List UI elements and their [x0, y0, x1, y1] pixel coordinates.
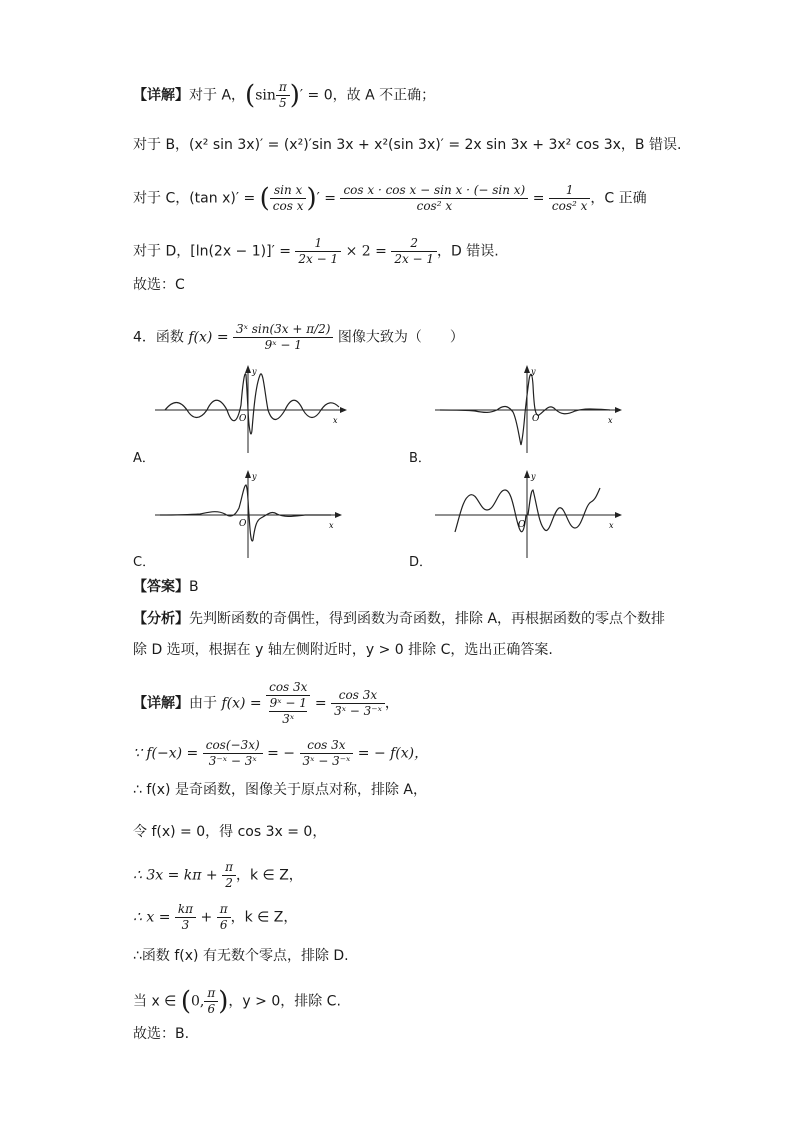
detail-tag-2: 【详解】 — [133, 695, 189, 712]
line-d-mid: × 2 = — [345, 243, 387, 260]
d6-prefix: ∴ x = — [133, 909, 171, 926]
detail2-line-4: 令 f(x) = 0，得 cos 3x = 0， — [133, 824, 327, 840]
detail-line-d — [133, 236, 499, 267]
graph-b-origin: O — [532, 414, 540, 424]
d8-prefix: 当 x ∈ — [133, 993, 177, 1010]
detail2-line-7: ∴函数 f(x) 有无数个零点，排除 D. — [133, 948, 349, 964]
d6-frac2: $\frac{\pi}{6}$ — [217, 902, 231, 933]
graph-c-origin: O — [239, 519, 247, 529]
line-d-suffix: ，D 错误. — [437, 243, 499, 260]
d1-frac2: $\frac{\cos 3x}{\text{3ˣ − 3⁻ˣ}}$ — [331, 688, 385, 719]
question-4 — [133, 322, 464, 353]
line-d-prefix: 对于 D，[ln(2x − 1)]′ = — [133, 243, 291, 260]
answer-line-1: 故选：C — [133, 277, 185, 293]
line-a-frac: $\frac{\pi}{5}$ — [276, 80, 290, 111]
analysis-text-1: 先判断函数的奇偶性，得到函数为奇函数，排除 A，再根据函数的零点个数排 — [189, 611, 666, 627]
detail2-line-3: ∴ f(x) 是奇函数，图像关于原点对称，排除 A， — [133, 782, 427, 798]
analysis-line-2: 除 D 选项，根据在 y 轴左侧附近时，y > 0 排除 C，选出正确答案. — [133, 642, 553, 658]
detail-line-c: 对于 C，(tan x)′ = ( $\frac{\text{sin x}}{\text{cos x}}$ )′ = $\frac{\text{cos x · cos x − sin x · (− sin x)}}{\text{cos² x}}$ = $\frac{1}{\text{cos² x}}$ ，C 正确 — [133, 183, 647, 214]
d5-frac: $\frac{\pi}{2}$ — [222, 860, 236, 891]
line-c-frac3: $\frac{1}{\text{cos² x}}$ — [549, 183, 591, 214]
d2-suffix: = − f(x)， — [357, 745, 429, 762]
question-func-lhs: f(x) = — [188, 329, 229, 346]
line-a-prefix: 对于 A， — [189, 87, 246, 104]
graph-a-x-label: x — [333, 416, 338, 425]
graph-d — [435, 470, 630, 560]
d1-prefix: 由于 — [189, 695, 217, 712]
answer-value: B — [189, 579, 199, 595]
graph-d-origin: O — [518, 520, 526, 530]
option-b[interactable]: B． — [409, 451, 431, 466]
graph-a — [155, 365, 350, 455]
graph-b-x-label: x — [608, 416, 613, 425]
option-d[interactable]: D． — [409, 555, 433, 570]
d2-frac1: $\frac{\cos(-3x)}{\text{3⁻ˣ − 3ˣ}}$ — [203, 738, 263, 769]
question-number: 4．函数 — [133, 329, 184, 346]
d8-suffix: ，y > 0，排除 C. — [228, 993, 341, 1010]
line-c-suffix: ，C 正确 — [590, 190, 647, 207]
analysis-line-1 — [133, 609, 665, 629]
d8-frac: $\frac{\pi}{6}$ — [204, 986, 218, 1017]
detail2-line-5 — [133, 860, 303, 891]
line-c-frac2: $\frac{\text{cos x · cos x − sin x · (− sin x)}}{\text{cos² x}}$ — [340, 183, 528, 214]
graph-c-x-label: x — [329, 521, 334, 530]
d1-suffix: ， — [384, 695, 399, 712]
detail-tag: 【详解】 — [133, 87, 189, 104]
graph-c-y-label: y — [252, 472, 257, 481]
detail-line-b: 对于 B，(x² sin 3x)′ = (x²)′sin 3x + x²(sin 3x)′ = 2x sin 3x + 3x² cos 3x，B 错误. — [133, 137, 682, 153]
graph-b-y-label: y — [531, 367, 536, 376]
graph-d-x-label: x — [609, 521, 614, 530]
graph-d-y-label: y — [531, 472, 536, 481]
answer-tag: 【答案】 — [133, 579, 189, 595]
line-a-rest: ′ = 0，故 A 不正确； — [299, 87, 436, 104]
line-c-prefix: 对于 C，(tan x)′ = — [133, 190, 256, 207]
option-c[interactable]: C． — [133, 555, 156, 570]
d5-prefix: ∴ 3x = kπ + — [133, 867, 218, 884]
d6-frac1: $\frac{k\pi}{3}$ — [175, 902, 196, 933]
d2-mid: = − — [267, 745, 296, 762]
d6-plus: + — [200, 909, 213, 926]
d2-prefix: ∵ f(−x) = — [133, 745, 199, 762]
question-suffix: 图像大致为（ ） — [337, 329, 464, 346]
graph-c — [155, 470, 350, 560]
final-answer: 故选：B. — [133, 1026, 190, 1042]
line-c-frac1: $\frac{\text{sin x}}{\text{cos x}}$ — [270, 183, 307, 214]
d1-lhs: f(x) = — [221, 695, 262, 712]
detail2-line-1: 【详解】由于 f(x) = cos 3x 9ˣ − 1 3ˣ = $\frac{\cos 3x}{\text{3ˣ − 3⁻ˣ}}$ ， — [133, 680, 399, 726]
graph-a-origin: O — [239, 414, 247, 424]
detail-line-a: 【详解】对于 A，(sin $\frac{\pi}{5}$ )′ = 0，故 A 不正确； — [133, 80, 436, 111]
line-d-frac1: $\frac{1}{2x - 1}$ — [295, 236, 341, 267]
detail2-line-2 — [133, 738, 428, 769]
d1-frac1: cos 3x 9ˣ − 1 3ˣ — [266, 680, 310, 727]
d6-suffix: ，k ∈ Z， — [230, 909, 298, 926]
analysis-tag: 【分析】 — [133, 611, 189, 627]
line-d-frac2: $\frac{2}{2x - 1}$ — [391, 236, 437, 267]
graph-b — [435, 365, 630, 455]
line-a-func: sin — [255, 87, 276, 104]
detail2-line-6 — [133, 902, 297, 933]
question-func-frac: $\frac{\text{3ˣ sin(3x + π/2)}}{\text{9ˣ − 1}}$ — [233, 322, 333, 353]
detail2-line-8: 当 x ∈ (0, $\frac{\pi}{6}$ )，y > 0，排除 C. — [133, 986, 341, 1017]
answer-line-2 — [133, 577, 199, 597]
d2-frac2: $\frac{\cos 3x}{\text{3ˣ − 3⁻ˣ}}$ — [300, 738, 354, 769]
option-a[interactable]: A． — [133, 451, 155, 466]
d5-suffix: ，k ∈ Z， — [236, 867, 303, 884]
graph-a-y-label: y — [252, 367, 257, 376]
